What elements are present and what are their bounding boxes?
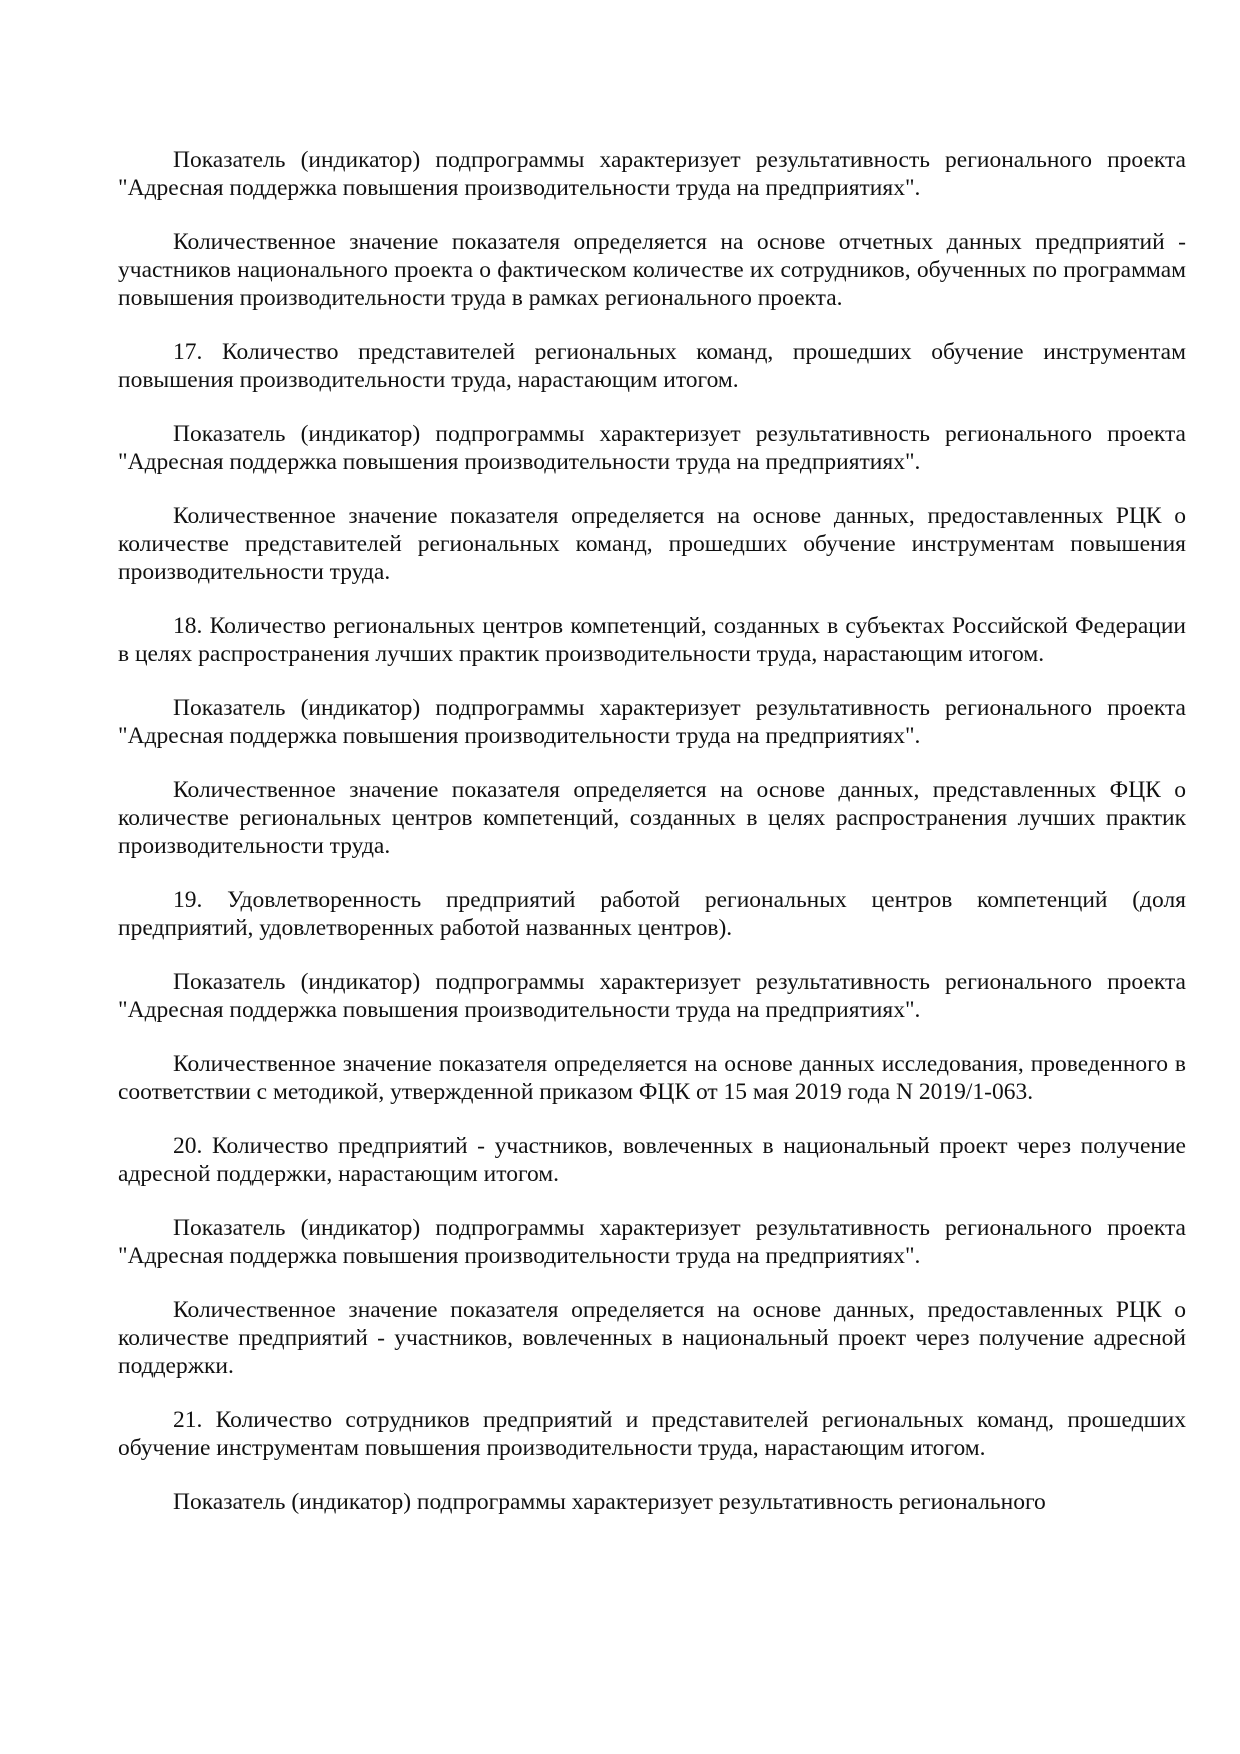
paragraph: Количественное значение показателя определяется на основе данных, предоставленных РЦК о количестве представителей региональных команд, прошедших обучение инструментам повышения производительности труда. [118, 503, 1186, 585]
paragraph: Показатель (индикатор) подпрограммы характеризует результативность регионального проекта "Адресная поддержка повышения производительности труда на предприятиях". [118, 1215, 1186, 1269]
paragraph-item-18: 18. Количество региональных центров компетенций, созданных в субъектах Российской Федерации в целях распространения лучших практик производительности труда, нарастающим итогом. [118, 613, 1186, 667]
paragraph: Количественное значение показателя определяется на основе данных, предоставленных РЦК о количестве предприятий - участников, вовлеченных в национальный проект через получение адресной поддержки. [118, 1297, 1186, 1379]
paragraph: Количественное значение показателя определяется на основе отчетных данных предприятий - участников национального проекта о фактическом количестве их сотрудников, обученных по программам повышения производительности труда в рамках регионального проекта. [118, 229, 1186, 311]
paragraph-item-20: 20. Количество предприятий - участников, вовлеченных в национальный проект через получение адресной поддержки, нарастающим итогом. [118, 1133, 1186, 1187]
paragraph-item-17: 17. Количество представителей региональных команд, прошедших обучение инструментам повышения производительности труда, нарастающим итогом. [118, 339, 1186, 393]
paragraph: Показатель (индикатор) подпрограммы характеризует результативность регионального проекта "Адресная поддержка повышения производительности труда на предприятиях". [118, 147, 1186, 201]
paragraph: Показатель (индикатор) подпрограммы характеризует результативность регионального проекта "Адресная поддержка повышения производительности труда на предприятиях". [118, 969, 1186, 1023]
paragraph: Показатель (индикатор) подпрограммы характеризует результативность регионального [173, 1489, 1046, 1515]
paragraph: Показатель (индикатор) подпрограммы характеризует результативность регионального проекта "Адресная поддержка повышения производительности труда на предприятиях". [118, 421, 1186, 475]
paragraph-item-19: 19. Удовлетворенность предприятий работой региональных центров компетенций (доля предприятий, удовлетворенных работой названных центров). [118, 887, 1186, 941]
paragraph: Количественное значение показателя определяется на основе данных, представленных ФЦК о количестве региональных центров компетенций, созданных в целях распространения лучших практик производительности труда. [118, 777, 1186, 859]
paragraph: Количественное значение показателя определяется на основе данных исследования, проведенного в соответствии с методикой, утвержденной приказом ФЦК от 15 мая 2019 года N 2019/1-063. [118, 1051, 1186, 1105]
document-page [118, 146, 1186, 1516]
paragraph: Показатель (индикатор) подпрограммы характеризует результативность регионального проекта "Адресная поддержка повышения производительности труда на предприятиях". [118, 695, 1186, 749]
paragraph-item-21: 21. Количество сотрудников предприятий и представителей региональных команд, прошедших обучение инструментам повышения производительности труда, нарастающим итогом. [118, 1407, 1186, 1461]
